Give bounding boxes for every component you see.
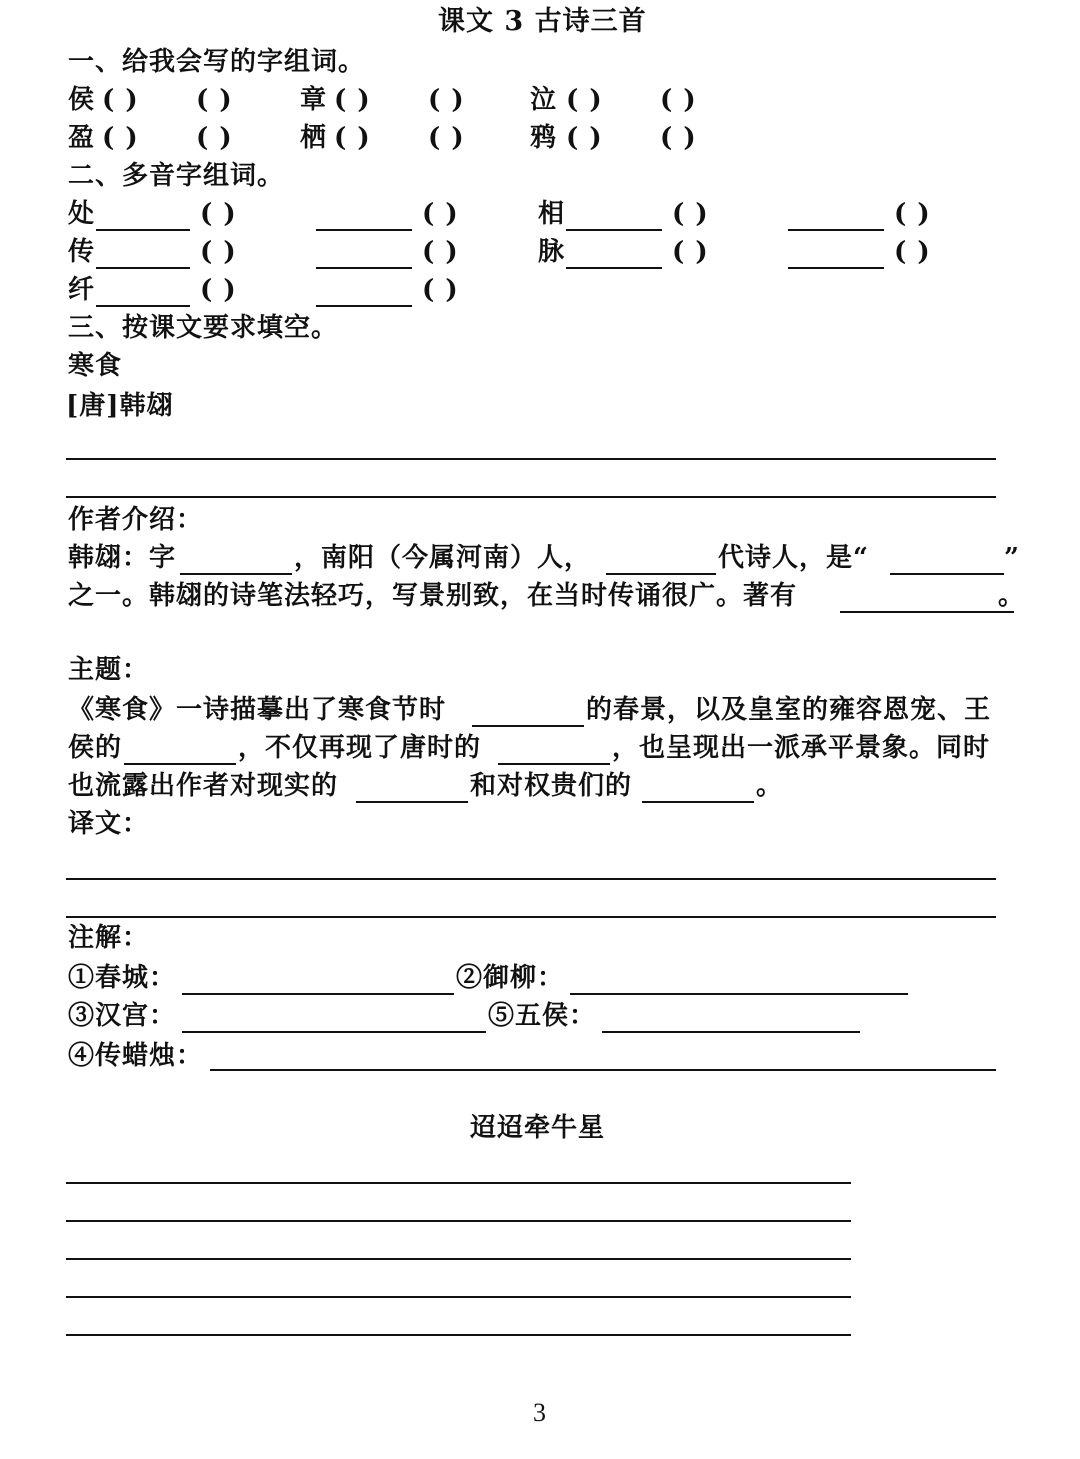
theme-label: 主题： xyxy=(68,655,150,685)
answer-line[interactable] xyxy=(316,305,412,307)
writing-line[interactable] xyxy=(66,1334,851,1336)
note-hangong: ③汉宫： xyxy=(68,1001,177,1031)
answer-line[interactable] xyxy=(316,229,412,231)
writing-line[interactable] xyxy=(66,1182,851,1184)
answer-line[interactable] xyxy=(606,573,716,575)
section-2-heading: 二、多音字组词。 xyxy=(68,161,285,191)
note-chuanlazhu: ④传蜡烛： xyxy=(68,1041,204,1071)
paren-blank[interactable]: ( ) xyxy=(672,199,709,229)
char-ying: 盈 xyxy=(68,123,96,153)
answer-line[interactable] xyxy=(570,993,908,995)
answer-line[interactable] xyxy=(182,993,454,995)
writing-line[interactable] xyxy=(66,1296,851,1298)
char-qi2: 栖 xyxy=(300,123,328,153)
answer-line[interactable] xyxy=(210,1069,996,1071)
paren-blank[interactable]: ( ) xyxy=(196,123,233,153)
note-yuliu: ②御柳： xyxy=(456,963,565,993)
answer-line[interactable] xyxy=(96,267,190,269)
char-qi: 泣 xyxy=(530,85,558,115)
answer-line[interactable] xyxy=(840,611,1014,613)
author-intro-text: ，南阳（今属河南）人， xyxy=(294,543,592,573)
poem-title: 寒食 xyxy=(68,351,123,381)
paren-blank[interactable]: ( ) xyxy=(102,85,139,115)
paren-blank[interactable]: ( ) xyxy=(660,123,697,153)
answer-line[interactable] xyxy=(124,763,236,765)
paren-blank[interactable]: ( ) xyxy=(102,123,139,153)
paren-blank[interactable]: ( ) xyxy=(196,85,233,115)
answer-line[interactable] xyxy=(642,801,754,803)
char-ya: 鸦 xyxy=(530,123,558,153)
answer-line[interactable] xyxy=(356,801,468,803)
theme-text: ，也呈现出一派承平景象。同时 xyxy=(612,733,991,763)
paren-blank[interactable]: ( ) xyxy=(428,123,465,153)
char-mai: 脉 xyxy=(538,237,566,267)
paren-blank[interactable]: ( ) xyxy=(894,237,931,267)
writing-line[interactable] xyxy=(66,878,996,880)
author-intro-text: 代诗人，是“ xyxy=(718,543,869,573)
section-3-heading: 三、按课文要求填空。 xyxy=(68,313,339,343)
notes-label: 注解： xyxy=(68,923,150,953)
section-1-heading: 一、给我会写的字组词。 xyxy=(68,47,366,77)
paren-blank[interactable]: ( ) xyxy=(200,275,237,305)
theme-text: ，不仅再现了唐时的 xyxy=(238,733,482,763)
paren-blank[interactable]: ( ) xyxy=(422,199,459,229)
poem2-title: 迢迢牵牛星 xyxy=(470,1113,606,1143)
paren-blank[interactable]: ( ) xyxy=(334,85,371,115)
author-intro-text: ” xyxy=(1004,543,1020,573)
answer-line[interactable] xyxy=(788,229,884,231)
poem-author: [唐]韩翃 xyxy=(66,391,174,421)
paren-blank[interactable]: ( ) xyxy=(566,123,603,153)
answer-line[interactable] xyxy=(602,1031,860,1033)
answer-line[interactable] xyxy=(180,573,292,575)
theme-text: 的春景，以及皇室的雍容恩宠、王 xyxy=(586,695,992,725)
char-chuan: 传 xyxy=(68,237,96,267)
char-xian: 纤 xyxy=(68,275,96,305)
page-number: 3 xyxy=(533,1398,546,1427)
answer-line[interactable] xyxy=(890,573,1004,575)
writing-line[interactable] xyxy=(66,458,996,460)
author-intro-text: 之一。韩翃的诗笔法轻巧，写景别致，在当时传诵很广。著有 xyxy=(68,581,798,611)
char-hou: 侯 xyxy=(68,85,96,115)
page-title: 课文 3 古诗三首 xyxy=(438,6,647,37)
theme-text: 侯的 xyxy=(68,733,123,763)
writing-line[interactable] xyxy=(66,1258,851,1260)
answer-line[interactable] xyxy=(788,267,884,269)
char-xiang: 相 xyxy=(538,199,566,229)
paren-blank[interactable]: ( ) xyxy=(422,275,459,305)
paren-blank[interactable]: ( ) xyxy=(334,123,371,153)
theme-text: 也流露出作者对现实的 xyxy=(68,771,339,801)
char-chu: 处 xyxy=(68,199,96,229)
writing-line[interactable] xyxy=(66,1220,851,1222)
author-intro-text: 。 xyxy=(998,581,1026,611)
note-chuncheng: ①春城： xyxy=(68,963,177,993)
answer-line[interactable] xyxy=(566,267,662,269)
paren-blank[interactable]: ( ) xyxy=(660,85,697,115)
paren-blank[interactable]: ( ) xyxy=(672,237,709,267)
paren-blank[interactable]: ( ) xyxy=(428,85,465,115)
author-intro-label: 作者介绍： xyxy=(68,505,204,535)
paren-blank[interactable]: ( ) xyxy=(894,199,931,229)
char-zhang: 章 xyxy=(300,85,328,115)
note-wuhou: ⑤五侯： xyxy=(488,1001,597,1031)
theme-text: 和对权贵们的 xyxy=(470,771,633,801)
answer-line[interactable] xyxy=(566,229,662,231)
theme-text: 。 xyxy=(756,771,784,801)
answer-line[interactable] xyxy=(96,229,190,231)
answer-line[interactable] xyxy=(182,1031,486,1033)
answer-line[interactable] xyxy=(472,725,584,727)
paren-blank[interactable]: ( ) xyxy=(566,85,603,115)
theme-text: 《寒食》一诗描摹出了寒食节时 xyxy=(68,695,447,725)
paren-blank[interactable]: ( ) xyxy=(200,237,237,267)
paren-blank[interactable]: ( ) xyxy=(422,237,459,267)
answer-line[interactable] xyxy=(498,763,610,765)
answer-line[interactable] xyxy=(316,267,412,269)
paren-blank[interactable]: ( ) xyxy=(200,199,237,229)
answer-line[interactable] xyxy=(96,305,190,307)
translation-label: 译文： xyxy=(68,809,150,839)
author-intro-text: 韩翃：字 xyxy=(68,543,177,573)
writing-line[interactable] xyxy=(66,916,996,918)
writing-line[interactable] xyxy=(66,496,996,498)
